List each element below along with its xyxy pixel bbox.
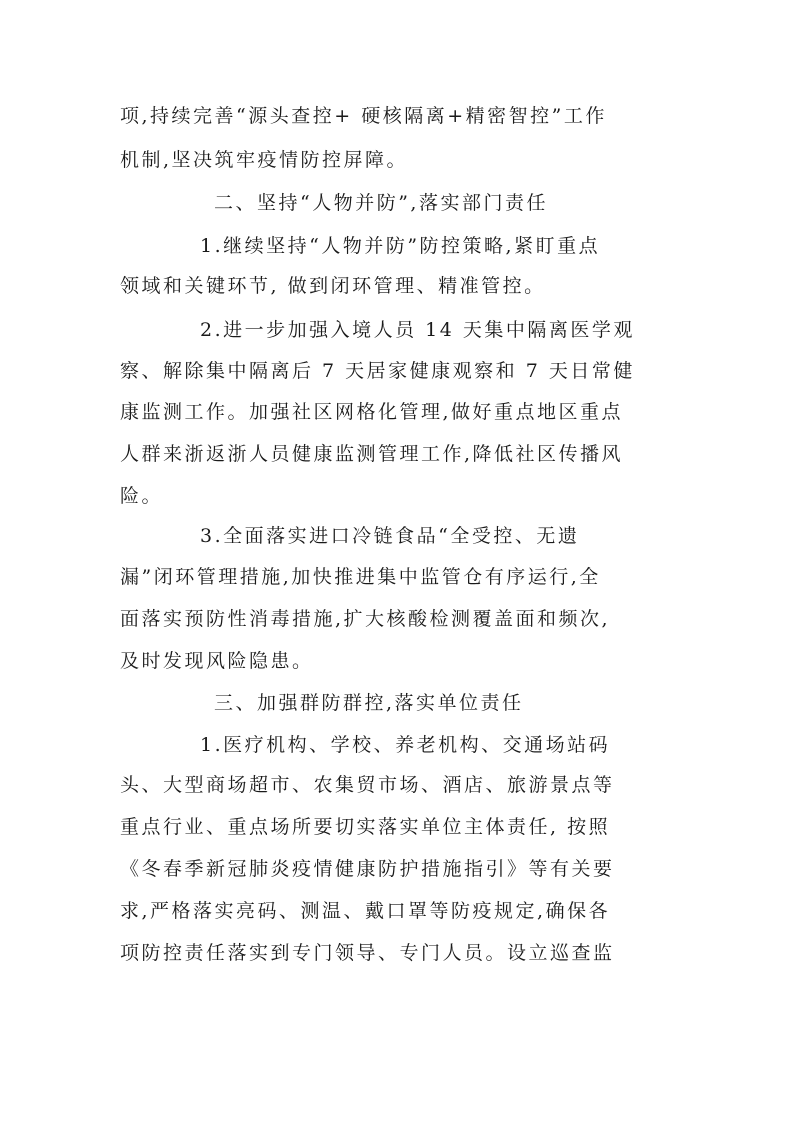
paragraph-line: 机制,坚决筑牢疫情防控屏障。 — [120, 149, 409, 171]
paragraph-line: 项,持续完善“源头查控+ 硬核隔离+精密智控”工作 — [120, 105, 607, 127]
section-heading-3: 三、加强群防群控,落实单位责任 — [214, 692, 524, 714]
paragraph-line: 险。 — [120, 485, 164, 507]
paragraph-line: 康监测工作。加强社区网格化管理,做好重点地区重点 — [120, 401, 624, 423]
paragraph-line: 《冬春季新冠肺炎疫情健康防护措施指引》等有关要 — [120, 858, 615, 880]
paragraph-line: 领域和关键环节, 做到闭环管理、精准管控。 — [120, 275, 546, 297]
paragraph-line: 人群来浙返浙人员健康监测管理工作,降低社区传播风 — [120, 443, 624, 465]
paragraph-line: 1.继续坚持“人物并防”防控策略,紧盯重点 — [200, 235, 601, 257]
paragraph-line: 重点行业、重点场所要切实落实单位主体责任, 按照 — [120, 816, 611, 838]
paragraph-line: 及时发现风险隐患。 — [120, 650, 314, 672]
paragraph-line: 察、解除集中隔离后 7 天居家健康观察和 7 天日常健 — [120, 360, 635, 382]
paragraph-line: 3.全面落实进口冷链食品“全受控、无遗 — [200, 525, 580, 547]
section-heading-2: 二、坚持“人物并防”,落实部门责任 — [214, 192, 548, 214]
paragraph-line: 项防控责任落实到专门领导、专门人员。设立巡查监 — [120, 942, 615, 964]
paragraph-line: 头、大型商场超市、农集贸市场、酒店、旅游景点等 — [120, 774, 615, 796]
paragraph-line: 2.进一步加强入境人员 14 天集中隔离医学观 — [200, 319, 635, 341]
paragraph-line: 漏”闭环管理措施,加快推进集中监管仓有序运行,全 — [120, 566, 601, 588]
paragraph-line: 1.医疗机构、学校、养老机构、交通场站码 — [200, 734, 611, 756]
paragraph-line: 求,严格落实亮码、测温、戴口罩等防疫规定,确保各 — [120, 900, 611, 922]
paragraph-line: 面落实预防性消毒措施,扩大核酸检测覆盖面和频次, — [120, 608, 611, 630]
